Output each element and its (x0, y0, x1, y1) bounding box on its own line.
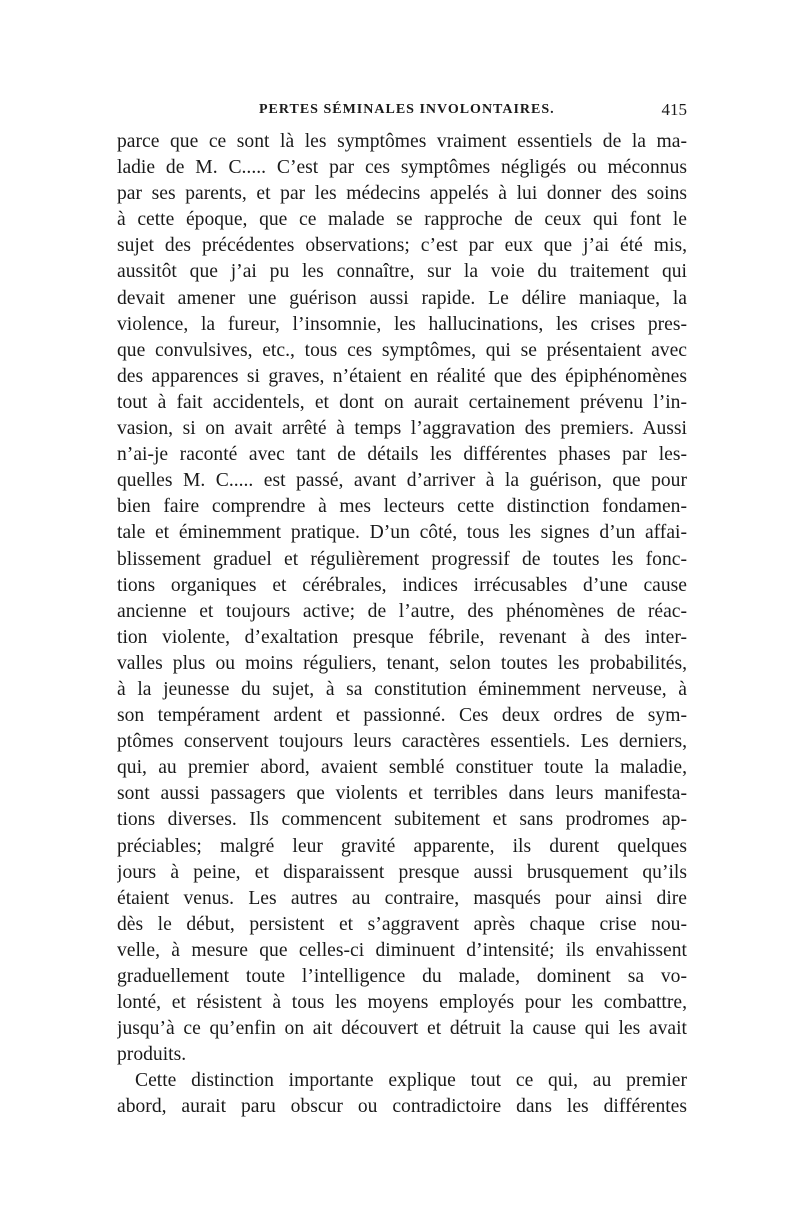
text-line: que convulsives, etc., tous ces symptômes, qui se présentaient avec (117, 339, 687, 361)
text-line: sujet des précédentes observations; c’est par eux que j’ai été mis, (117, 235, 687, 257)
text-line: Cette distinction importante explique tout ce qui, au premier (135, 1070, 687, 1092)
text-line: valles plus ou moins réguliers, tenant, selon toutes les probabilités, (117, 652, 687, 674)
text-line: tale et éminemment pratique. D’un côté, tous les signes d’un affai- (117, 522, 687, 544)
text-line: velle, à mesure que celles-ci diminuent d’intensité; ils envahissent (117, 939, 687, 961)
text-line: ancienne et toujours active; de l’autre, des phénomènes de réac- (117, 600, 687, 622)
text-line: qui, au premier abord, avaient semblé constituer toute la maladie, (117, 757, 687, 779)
page-header (117, 98, 687, 124)
text-line: n’ai-je raconté avec tant de détails les différentes phases par les- (117, 444, 687, 466)
text-line: préciables; malgré leur gravité apparente, ils durent quelques (117, 835, 687, 857)
text-line: ladie de M. C..... C’est par ces symptômes négligés ou méconnus (117, 157, 687, 179)
page-number: 415 (661, 100, 687, 119)
text-line: parce que ce sont là les symptômes vraiment essentiels de la ma- (117, 131, 687, 152)
text-line: quelles M. C..... est passé, avant d’arriver à la guérison, que pour (117, 470, 687, 492)
text-line: graduellement toute l’intelligence du malade, dominent sa vo- (117, 966, 687, 987)
text-line: tion violente, d’exaltation presque fébrile, revenant à des inter- (117, 626, 687, 648)
text-line: violence, la fureur, l’insomnie, les hallucinations, les crises pres- (117, 313, 687, 335)
text-line: à la jeunesse du sujet, à sa constitution éminemment nerveuse, à (117, 678, 687, 700)
text-line: par ses parents, et par les médecins appelés à lui donner des soins (117, 183, 687, 205)
text-line: jours à peine, et disparaissent presque aussi brusquement qu’ils (117, 861, 687, 883)
running-title: PERTES SÉMINALES INVOLONTAIRES. (259, 102, 555, 117)
text-line: abord, aurait paru obscur ou contradictoire dans les différentes (117, 1096, 687, 1118)
body-text (117, 129, 687, 1121)
text-line: vasion, si on avait arrêté à temps l’aggravation des premiers. Aussi (117, 418, 687, 440)
text-line: bien faire comprendre à mes lecteurs cette distinction fondamen- (117, 496, 687, 518)
text-line: tout à fait accidentels, et dont on aurait certainement prévenu l’in- (117, 391, 687, 413)
text-line: jusqu’à ce qu’enfin on ait découvert et détruit la cause qui les avait (117, 1018, 687, 1040)
paragraph-end-line: produits. (117, 1044, 187, 1066)
text-line: son tempérament ardent et passionné. Ces deux ordres de sym- (117, 705, 687, 727)
text-line: devait amener une guérison aussi rapide. Le délire maniaque, la (117, 287, 687, 309)
text-line: lonté, et résistent à tous les moyens employés pour les combattre, (117, 992, 687, 1014)
text-line: étaient venus. Les autres au contraire, masqués pour ainsi dire (117, 887, 687, 909)
text-line: ptômes conservent toujours leurs caractères essentiels. Les derniers, (117, 731, 687, 753)
text-line: tions diverses. Ils commencent subitement et sans prodromes ap- (117, 809, 687, 831)
text-line: aussitôt que j’ai pu les connaître, sur la voie du traitement qui (117, 261, 687, 283)
text-line: tions organiques et cérébrales, indices irrécusables d’une cause (117, 574, 687, 596)
text-line: à cette époque, que ce malade se rapproche de ceux qui font le (117, 209, 687, 231)
text-line: blissement graduel et régulièrement progressif de toutes les fonc- (117, 548, 687, 570)
text-line: sont aussi passagers que violents et terribles dans leurs manifesta- (117, 783, 687, 805)
text-line: dès le début, persistent et s’aggravent après chaque crise nou- (117, 913, 687, 935)
text-line: des apparences si graves, n’étaient en réalité que des épiphénomènes (117, 365, 687, 387)
